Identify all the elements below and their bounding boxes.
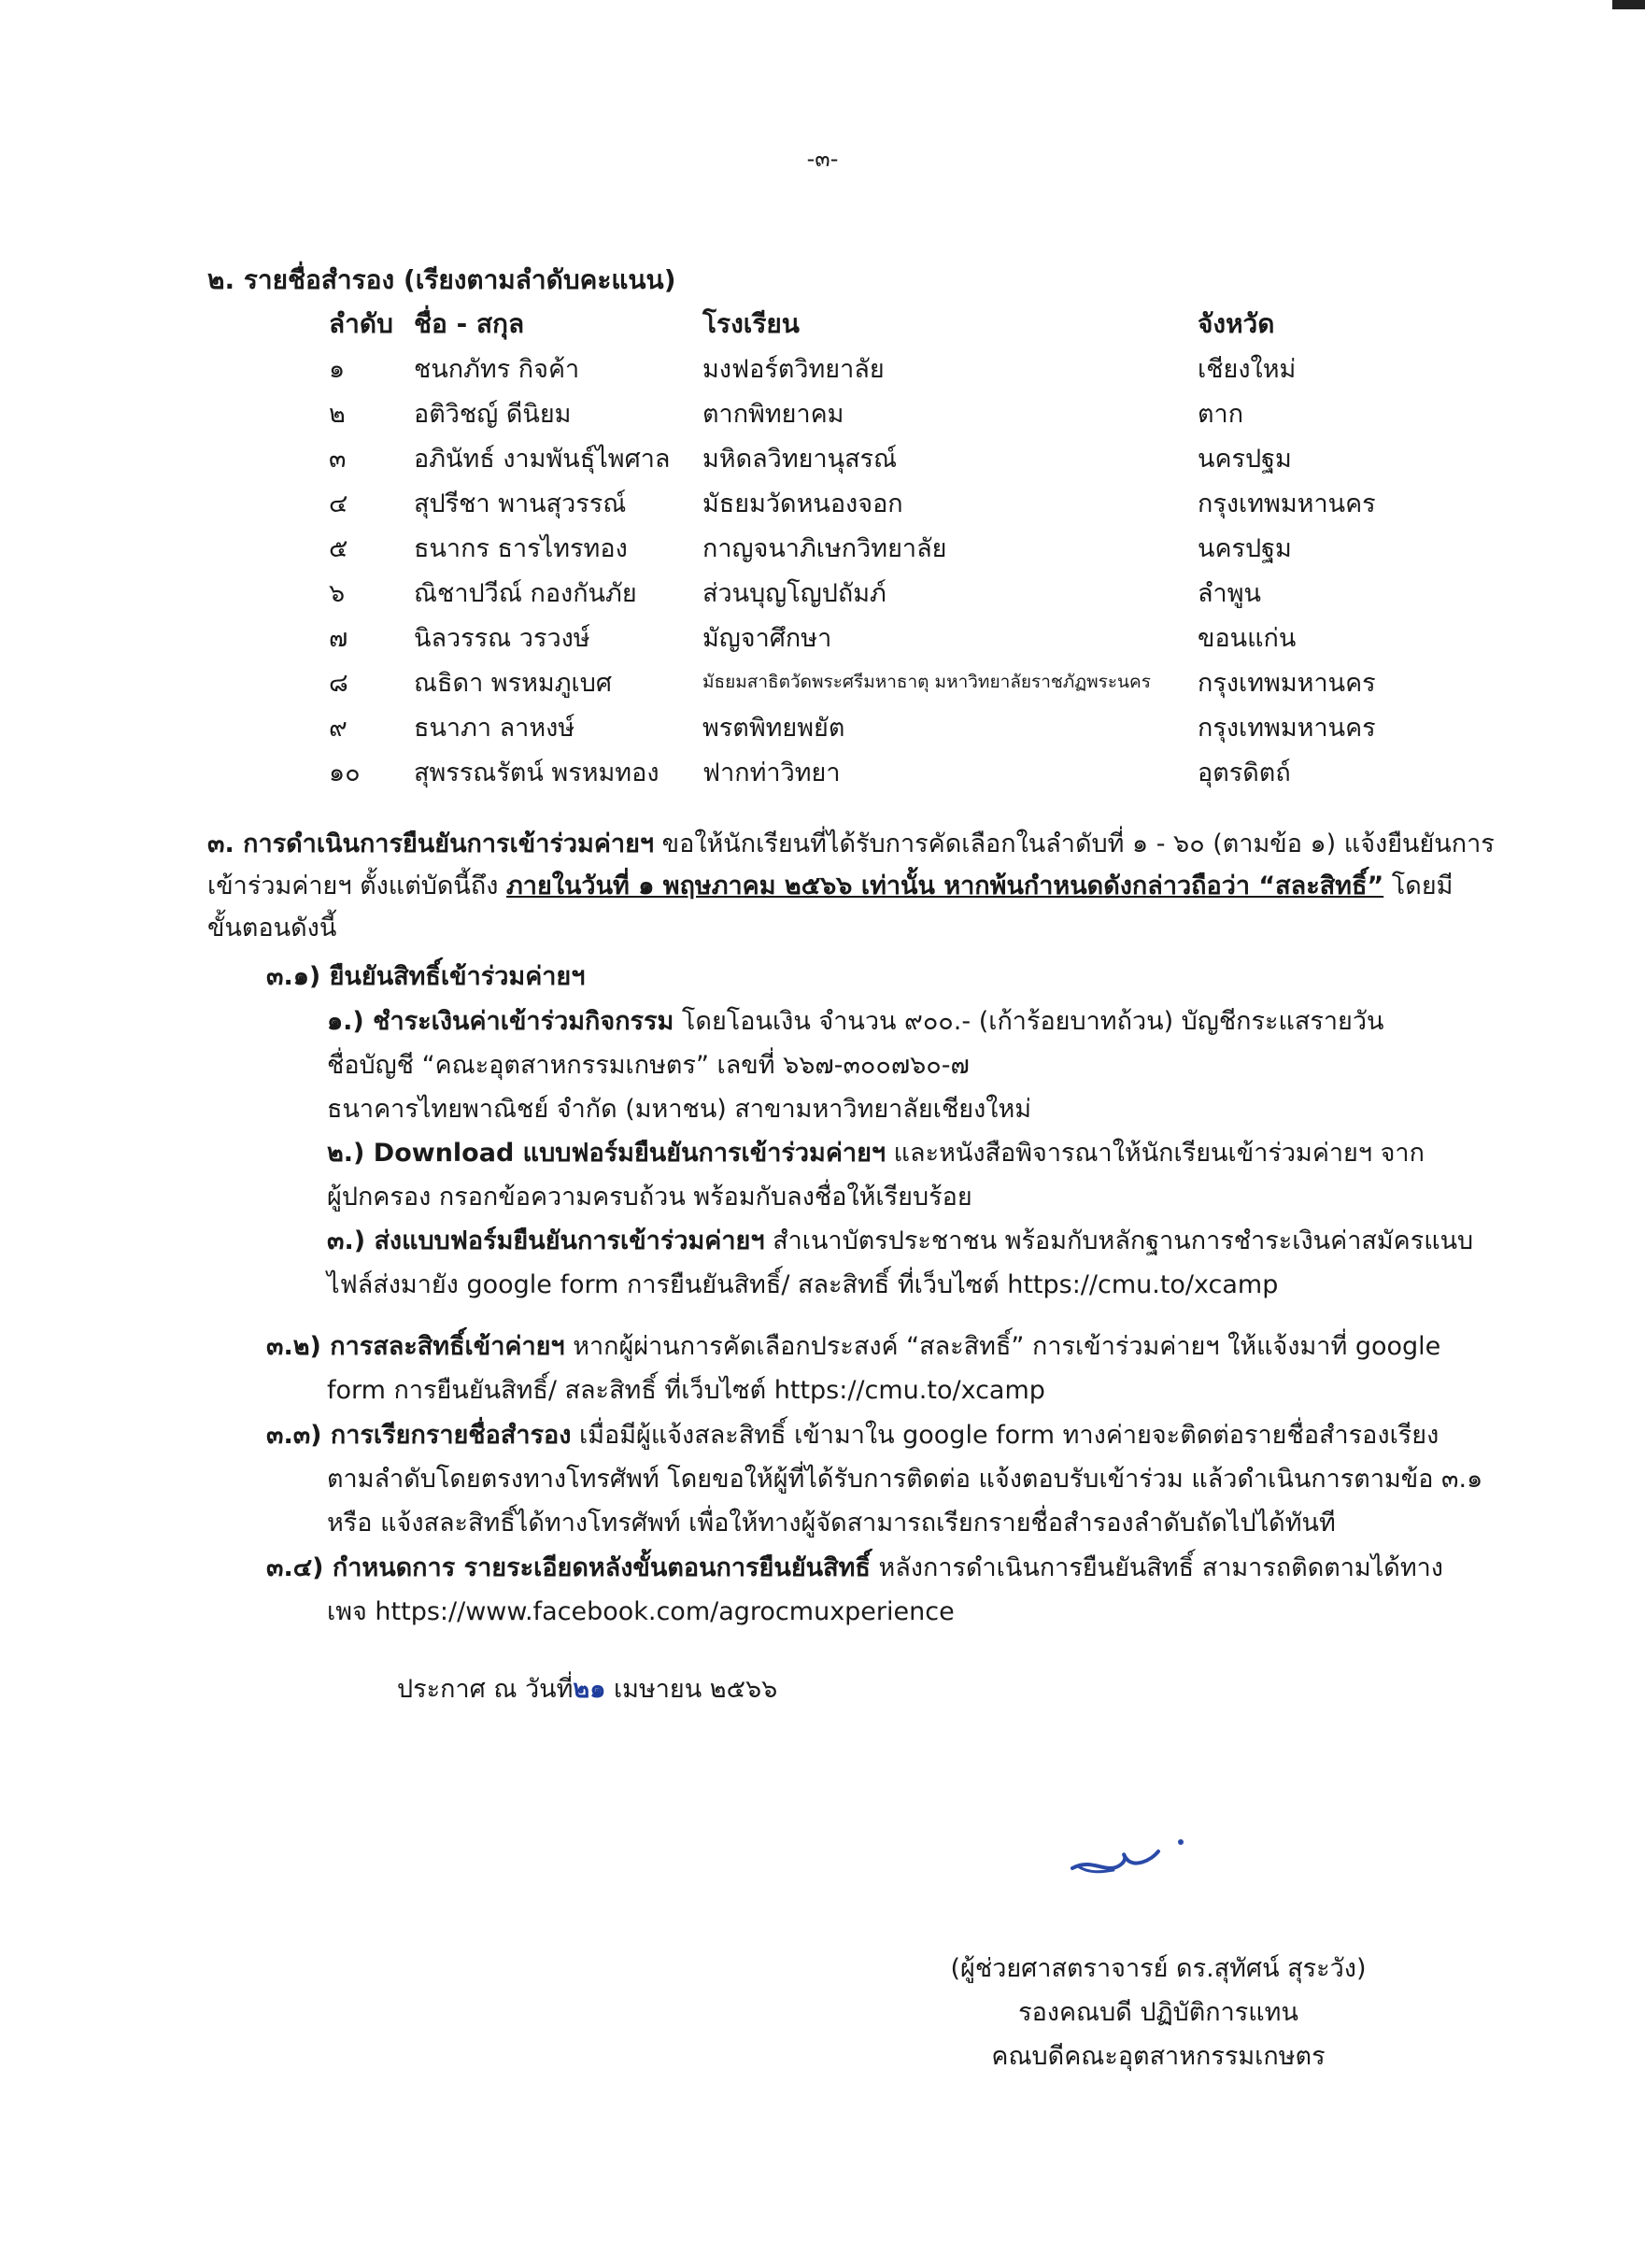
row-province: นครปฐม xyxy=(1198,534,1292,563)
signatory-name: (ผู้ช่วยศาสตราจารย์ ดร.สุทัศน์ สุระวัง) xyxy=(950,1954,1367,1983)
section-3-2-line-1 xyxy=(266,1334,1440,1359)
section-3-1-heading: ๓.๑) ยืนยันสิทธิ์เข้าร่วมค่ายฯ xyxy=(266,962,586,991)
section-3-2-heading: ๓.๒) การสละสิทธิ์เข้าค่ายฯ xyxy=(266,1332,565,1361)
row-school: มัญจาศึกษา xyxy=(702,624,832,653)
step-2-text: และหนังสือพิจารณาให้นักเรียนเข้าร่วมค่ายฯ จาก xyxy=(886,1139,1425,1168)
section-3-text: เข้าร่วมค่ายฯ ตั้งแต่บัดนี้ถึง xyxy=(207,872,506,900)
step-1-line-1 xyxy=(327,1009,1383,1034)
row-province: ลำพูน xyxy=(1198,579,1261,608)
row-province: กรุงเทพมหานคร xyxy=(1198,489,1376,518)
row-no: ๔ xyxy=(329,489,348,518)
row-province: อุตรดิตถ์ xyxy=(1198,758,1291,787)
section-3-heading: ๓. การดำเนินการยืนยันการเข้าร่วมค่ายฯ xyxy=(207,829,655,858)
handwritten-day: ๒๑ xyxy=(573,1675,606,1704)
row-name: สุพรรณรัตน์ พรหมทอง xyxy=(414,758,659,787)
row-no: ๕ xyxy=(329,534,348,563)
section-3-3-heading: ๓.๓) การเรียกรายชื่อสำรอง xyxy=(266,1421,572,1450)
row-school: กาญจนาภิเษกวิทยาลัย xyxy=(702,534,947,563)
page-number: -๓- xyxy=(806,146,839,172)
step-2-line-2: ผู้ปกครอง กรอกข้อความครบถ้วน พร้อมกับลงชื่อให้เรียบร้อย xyxy=(327,1183,972,1212)
section-3-4-text: หลังการดำเนินการยืนยันสิทธิ์ สามารถติดตามได้ทาง xyxy=(870,1553,1443,1582)
row-name: นิลวรรณ วรวงษ์ xyxy=(414,624,590,653)
row-school: มัธยมวัดหนองจอก xyxy=(702,489,903,518)
step-2-line-1 xyxy=(327,1141,1425,1166)
announcement-suffix: เมษายน ๒๕๖๖ xyxy=(605,1675,778,1704)
signatory-title-2: คณบดีคณะอุตสาหกรรมเกษตร xyxy=(991,2042,1326,2071)
row-name: สุปรีชา พานสุวรรณ์ xyxy=(414,489,627,518)
row-name: อติวิชญ์ ดีนิยม xyxy=(414,400,572,429)
step-1-text: โดยโอนเงิน จำนวน ๙๐๐.- (เก้าร้อยบาทถ้วน) บัญชีกระแสรายวัน xyxy=(674,1007,1384,1036)
section-3-4-heading: ๓.๔) กำหนดการ รายระเอียดหลังขั้นตอนการยืนยันสิทธิ์ xyxy=(266,1553,871,1582)
row-province: กรุงเทพมหานคร xyxy=(1198,669,1376,698)
row-no: ๓ xyxy=(329,445,347,474)
section-3-line-2 xyxy=(207,873,1453,899)
row-name: ณธิดา พรหมภูเบศ xyxy=(414,669,613,698)
col-header-school: โรงเรียน xyxy=(702,308,800,339)
row-no: ๙ xyxy=(329,714,347,743)
row-no: ๒ xyxy=(329,400,346,429)
row-name: ธนาภา ลาหงษ์ xyxy=(414,714,575,743)
row-province: ตาก xyxy=(1198,400,1244,429)
section-3-4-line-1 xyxy=(266,1555,1443,1581)
announcement-date xyxy=(397,1677,777,1702)
row-school: พรตพิทยพยัต xyxy=(702,714,845,743)
col-header-province: จังหวัด xyxy=(1198,308,1275,339)
row-school: ฟากท่าวิทยา xyxy=(702,758,841,787)
row-province: กรุงเทพมหานคร xyxy=(1198,714,1376,743)
section-3-3-line-3: หรือ แจ้งสละสิทธิ์ได้ทางโทรศัพท์ เพื่อให้ทางผู้จัดสามารถเรียกรายชื่อสำรองลำดับถัดไปได้ทันที xyxy=(327,1509,1336,1538)
step-1-heading: ๑.) ชำระเงินค่าเข้าร่วมกิจกรรม xyxy=(327,1007,674,1036)
row-no: ๘ xyxy=(329,669,348,698)
deadline-text: ภายในวันที่ ๑ พฤษภาคม ๒๕๖๖ เท่านั้น หากพ้นกำหนดดังกล่าวถือว่า “สละสิทธิ์” xyxy=(506,872,1384,900)
section-3-4-line-2: เพจ https://www.facebook.com/agrocmuxperience xyxy=(327,1597,955,1626)
section-3-3-line-2: ตามลำดับโดยตรงทางโทรศัพท์ โดยขอให้ผู้ที่ได้รับการติดต่อ แจ้งตอบรับเข้าร่วม แล้วดำเนินการตามข้อ ๓.๑ xyxy=(327,1465,1483,1494)
row-no: ๖ xyxy=(329,579,346,608)
row-province: นครปฐม xyxy=(1198,445,1292,474)
section-3-3-line-1 xyxy=(266,1423,1439,1448)
section-3-2-text: หากผู้ผ่านการคัดเลือกประสงค์ “สละสิทธิ์” การเข้าร่วมค่ายฯ ให้แจ้งมาที่ google xyxy=(564,1332,1441,1361)
signature-scribble xyxy=(1065,1821,1196,1896)
row-no: ๑ xyxy=(329,355,346,384)
row-school: มัธยมสาธิตวัดพระศรีมหาธาตุ มหาวิทยาลัยราชภัฏพระนคร xyxy=(702,672,1151,692)
announcement-prefix: ประกาศ ณ วันที่ xyxy=(397,1675,574,1704)
step-1-line-2: ชื่อบัญชี “คณะอุตสาหกรรมเกษตร” เลขที่ ๖๖๗-๓๐๐๗๖๐-๗ xyxy=(327,1051,970,1080)
row-no: ๑๐ xyxy=(329,758,361,787)
signatory-title-1: รองคณบดี ปฏิบัติการแทน xyxy=(1018,1998,1298,2027)
row-name: ณิชาปวีณ์ กองกันภัย xyxy=(414,579,637,608)
row-school: ตากพิทยาคม xyxy=(702,400,844,429)
section-3-text: โดยมี xyxy=(1383,872,1454,900)
section-2-heading: ๒. รายชื่อสำรอง (เรียงตามลำดับคะแนน) xyxy=(207,264,676,295)
row-name: ธนากร ธารไทรทอง xyxy=(414,534,628,563)
step-3-line-2: ไฟล์ส่งมายัง google form การยืนยันสิทธิ์/ สละสิทธิ์ ที่เว็บไซต์ https://cmu.to/xcamp xyxy=(327,1270,1279,1299)
row-name: ชนกภัทร กิจค้า xyxy=(414,355,580,384)
row-school: มงฟอร์ตวิทยาลัย xyxy=(702,355,885,384)
row-province: เชียงใหม่ xyxy=(1198,355,1297,384)
section-3-2-line-2: form การยืนยันสิทธิ์/ สละสิทธิ์ ที่เว็บไซต์ https://cmu.to/xcamp xyxy=(327,1376,1045,1405)
step-3-line-1 xyxy=(327,1228,1473,1254)
row-no: ๗ xyxy=(329,624,348,653)
step-3-text: สำเนาบัตรประชาชน พร้อมกับหลักฐานการชำระเงินค่าสมัครแนบ xyxy=(764,1226,1474,1255)
section-3-text: ขอให้นักเรียนที่ได้รับการคัดเลือกในลำดับที่ ๑ - ๖๐ (ตามข้อ ๑) แจ้งยืนยันการ xyxy=(654,829,1495,858)
row-province: ขอนแก่น xyxy=(1198,624,1297,653)
step-2-heading: ๒.) Download แบบฟอร์มยืนยันการเข้าร่วมค่ายฯ xyxy=(327,1139,886,1168)
row-school: มหิดลวิทยานุสรณ์ xyxy=(702,445,898,474)
scan-edge-mark xyxy=(1612,0,1645,9)
section-3-3-text: เมื่อมีผู้แจ้งสละสิทธิ์ เข้ามาใน google form ทางค่ายจะติดต่อรายชื่อสำรองเรียง xyxy=(571,1421,1439,1450)
row-name: อภินัทธ์ งามพันธุ์ไพศาล xyxy=(414,445,671,474)
step-1-line-3: ธนาคารไทยพาณิชย์ จำกัด (มหาชน) สาขามหาวิทยาลัยเชียงใหม่ xyxy=(327,1095,1032,1124)
col-header-no: ลำดับ xyxy=(329,308,393,339)
section-3-line-1 xyxy=(207,831,1495,857)
col-header-name: ชื่อ - สกุล xyxy=(414,308,525,339)
row-school: ส่วนบุญโญปถัมภ์ xyxy=(702,579,886,608)
section-3-line-3: ขั้นตอนดังนี้ xyxy=(207,914,337,943)
step-3-heading: ๓.) ส่งแบบฟอร์มยืนยันการเข้าร่วมค่ายฯ xyxy=(327,1226,765,1255)
